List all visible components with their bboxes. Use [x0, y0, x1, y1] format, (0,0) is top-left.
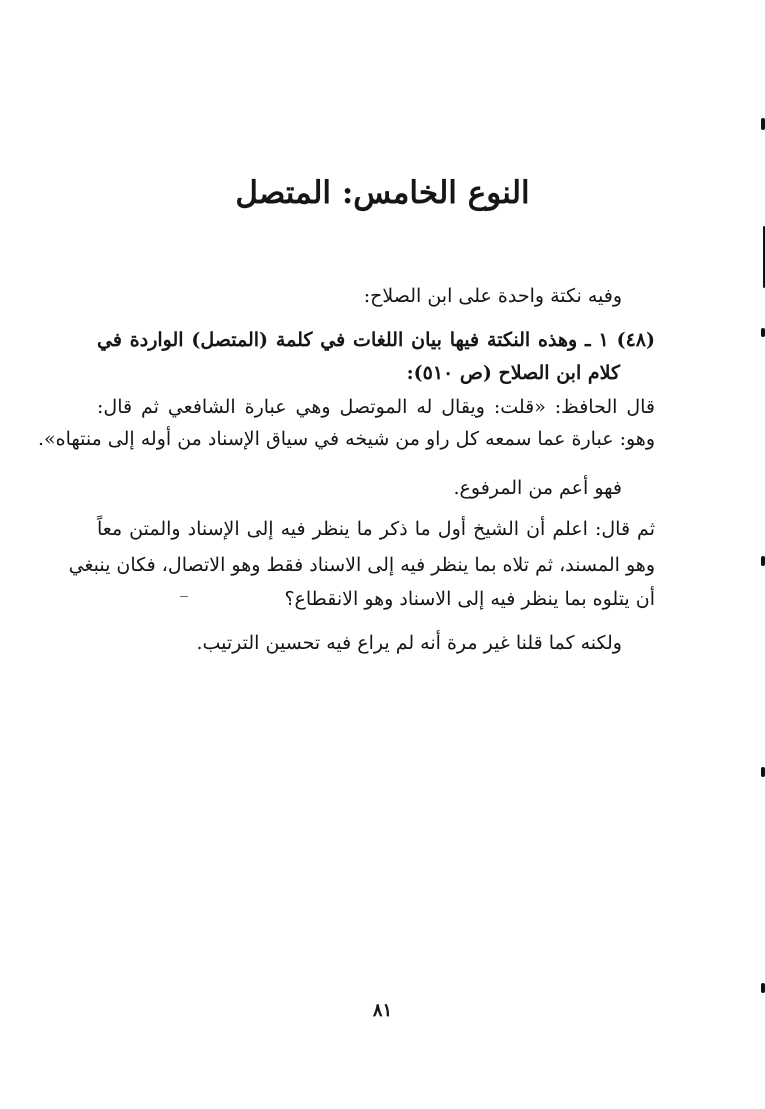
note-heading-text: ١ ـ وهذه النكتة فيها بيان اللغات في كلمة (المتصل) الواردة في	[97, 329, 609, 351]
note-heading-line-2: كلام ابن الصلاح (ص ٥١٠):	[406, 362, 620, 384]
body-line-para2-2: وهو المسند، ثم تلاه بما ينظر فيه إلى الاسناد فقط وهو الاتصال، فكان ينبغي	[68, 554, 655, 576]
scan-edge-mark	[761, 767, 765, 777]
note-heading-line-1	[97, 325, 655, 355]
intro-line: وفيه نكتة واحدة على ابن الصلاح:	[363, 285, 622, 307]
body-line-para2-1: ثم قال: اعلم أن الشيخ أول ما ذكر ما ينظر فيه إلى الإسناد والمتن معاً	[97, 518, 655, 540]
scan-edge-mark	[761, 118, 765, 130]
chapter-title: النوع الخامس: المتصل	[235, 175, 530, 211]
body-line-conclusion: فهو أعم من المرفوع.	[453, 477, 622, 499]
body-line-quote-end: وهو: عبارة عما سمعه كل راو من شيخه في سياق الإسناد من أوله إلى منتهاه».	[37, 428, 655, 450]
scan-speck	[180, 596, 188, 597]
body-line-para2-3: أن يتلوه بما ينظر فيه إلى الاسناد وهو الانقطاع؟	[284, 588, 655, 610]
note-number: (٤٨)	[616, 329, 655, 351]
scan-edge-mark	[761, 556, 765, 566]
scan-edge-mark	[761, 983, 765, 993]
scan-edge-mark	[761, 328, 765, 337]
body-line-final: ولكنه كما قلنا غير مرة أنه لم يراع فيه تحسين الترتيب.	[196, 632, 622, 654]
page-number: ٨١	[372, 1000, 393, 1021]
body-line-quote-start: قال الحافظ: «قلت: ويقال له الموتصل وهي عبارة الشافعي ثم قال:	[97, 396, 655, 418]
